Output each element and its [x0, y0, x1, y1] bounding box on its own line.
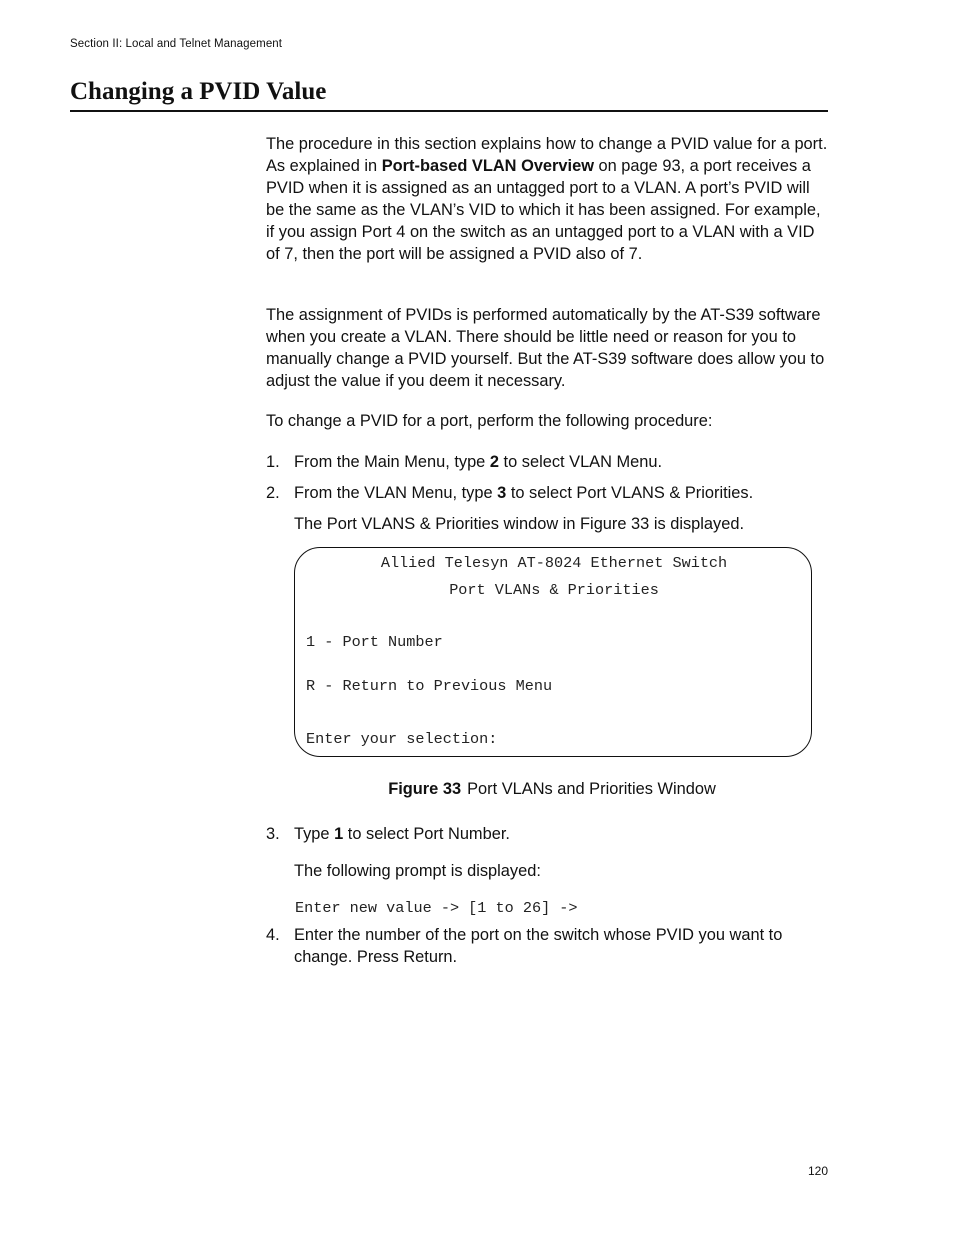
section-title: Changing a PVID Value [70, 76, 828, 112]
step-text-end: to select Port Number. [343, 825, 510, 843]
step-key: 2 [489, 453, 499, 471]
intro-text-start: The procedure in this section explains how to change a PVID value for a port. As explained in [266, 135, 828, 175]
step-number: 2. [266, 484, 280, 502]
step-text [294, 823, 832, 845]
intro-paragraph [266, 133, 832, 265]
terminal-window [294, 547, 812, 757]
figure-caption [294, 778, 810, 800]
step-number: 3. [266, 825, 280, 843]
terminal-title: Allied Telesyn AT-8024 Ethernet Switch [380, 554, 728, 572]
menu-option-port-number: 1 - Port Number [306, 633, 443, 651]
step-text [294, 451, 832, 473]
terminal-prompt: Enter your selection: [306, 730, 498, 748]
terminal-subtitle: Port VLANs & Priorities [449, 581, 659, 599]
value-prompt: Enter new value -> [1 to 26] -> [295, 899, 578, 917]
page-number: 120 [807, 1164, 828, 1178]
step-text-start: From the VLAN Menu, type [294, 484, 498, 502]
step-text [294, 482, 832, 504]
intro-text-end: on page 93, a port receives a PVID when it is assigned as an untagged port to a VLAN. A port’s PVID will be the same as the VLAN’s VID to which it has been assigned. For example, if you assign Port 4 on the switch as an untagged port to a VLAN with a VID of 7, then the port will be assigned a PVID also of 7. [266, 157, 821, 263]
step-text-end: to select VLAN Menu. [498, 453, 663, 471]
step-3-note: The following prompt is displayed: [294, 862, 541, 880]
cross-reference-link[interactable]: Port-based VLAN Overview [381, 157, 594, 175]
step-text-start: From the Main Menu, type [294, 453, 490, 471]
step-key: 3 [497, 484, 507, 502]
figure-label: Figure 33 [388, 780, 462, 798]
step-2-note: The Port VLANS & Priorities window in Figure 33 is displayed. [294, 515, 745, 533]
step-number: 1. [266, 453, 280, 471]
step-text: Enter the number of the port on the switch whose PVID you want to change. Press Return. [294, 926, 783, 966]
assignment-paragraph: The assignment of PVIDs is performed automatically by the AT-S39 software when you create a VLAN. There should be little need or reason for you to manually change a PVID yourself. But the AT-S39 software does allow you to adjust the value if you deem it necessary. [266, 306, 825, 390]
running-header: Section II: Local and Telnet Management [70, 38, 283, 50]
menu-option-return: R - Return to Previous Menu [306, 677, 553, 695]
step-key: 1 [334, 825, 344, 843]
step-text-start: Type [294, 825, 335, 843]
step-text-end: to select Port VLANS & Priorities. [506, 484, 754, 502]
step-number: 4. [266, 926, 280, 944]
procedure-intro: To change a PVID for a port, perform the following procedure: [266, 412, 713, 430]
figure-caption-text: Port VLANs and Priorities Window [467, 780, 716, 798]
